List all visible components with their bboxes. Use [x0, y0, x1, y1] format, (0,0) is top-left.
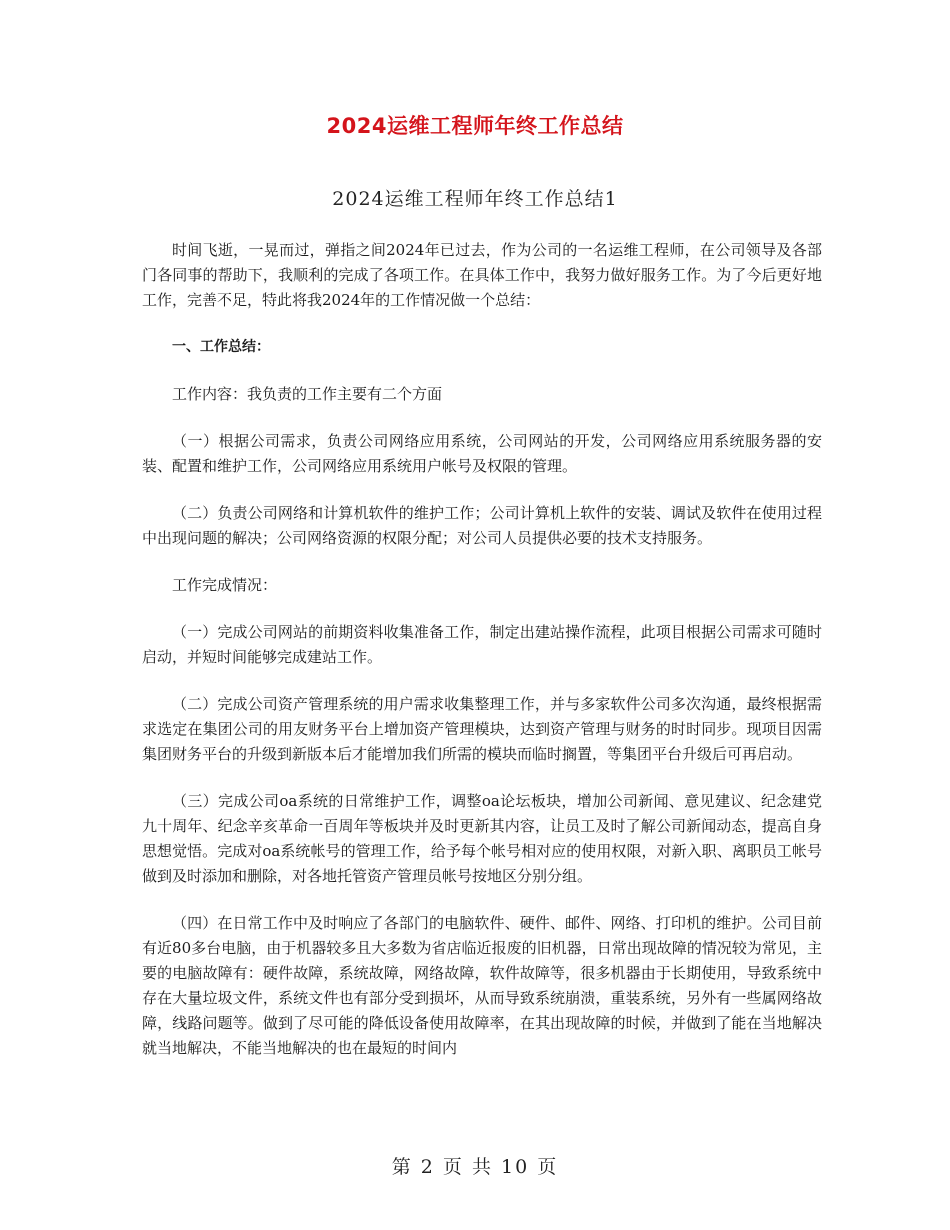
- document-title: 2024运维工程师年终工作总结: [326, 114, 624, 138]
- document-subtitle: 2024运维工程师年终工作总结1: [332, 188, 618, 210]
- paragraph-completion-1: （一）完成公司网站的前期资料收集准备工作，制定出建站操作流程，此项目根据公司需求可随时启动，并短时间能够完成建站工作。: [142, 623, 822, 666]
- paragraph-completion-label: 工作完成情况：: [172, 576, 278, 594]
- document-body: [142, 238, 822, 1083]
- paragraph-completion-4: （四）在日常工作中及时响应了各部门的电脑软件、硬件、邮件、网络、打印机的维护。公司目前有近80多台电脑，由于机器较多且大多数为省店临近报废的旧机器，日常出现故障的情况较为常见，主要的电脑故障有：硬件故障，系统故障，网络故障，软件故障等，很多机器由于长期使用，导致系统中存在大量垃圾文件，系统文件也有部分受到损坏，从而导致系统崩溃，重装系统，另外有一些属网络故障，线路问题等。做到了尽可能的降低设备使用故障率，在其出现故障的时候，并做到了能在当地解决就当地解决，不能当地解决的也在最短的时间内: [142, 914, 822, 1057]
- section-heading: 一、工作总结：: [172, 339, 270, 355]
- paragraph-item-2: （二）负责公司网络和计算机软件的维护工作；公司计算机上软件的安装、调试及软件在使用过程中出现问题的解决；公司网络资源的权限分配；对公司人员提供必要的技术支持服务。: [142, 504, 822, 547]
- page-footer: 第 2 页 共 10 页: [391, 1156, 559, 1178]
- paragraph-item-1: （一）根据公司需求，负责公司网络应用系统，公司网站的开发，公司网络应用系统服务器的安装、配置和维护工作，公司网络应用系统用户帐号及权限的管理。: [142, 432, 822, 475]
- paragraph-intro: 时间飞逝，一晃而过，弹指之间2024年已过去，作为公司的一名运维工程师，在公司领导及各部门各同事的帮助下，我顺利的完成了各项工作。在具体工作中，我努力做好服务工作。为了今后更好地工作，完善不足，特此将我2024年的工作情况做一个总结：: [142, 241, 822, 309]
- paragraph-work-content: 工作内容：我负责的工作主要有二个方面: [172, 385, 443, 403]
- paragraph-completion-3: （三）完成公司oa系统的日常维护工作，调整oa论坛板块，增加公司新闻、意见建议、纪念建党九十周年、纪念辛亥革命一百周年等板块并及时更新其内容，让员工及时了解公司新闻动态，提高自身思想觉悟。完成对oa系统帐号的管理工作，给予每个帐号相对应的使用权限，对新入职、离职员工帐号做到及时添加和删除，对各地托管资产管理员帐号按地区分别分组。: [142, 792, 822, 885]
- paragraph-completion-2: （二）完成公司资产管理系统的用户需求收集整理工作，并与多家软件公司多次沟通，最终根据需求选定在集团公司的用友财务平台上增加资产管理模块，达到资产管理与财务的时时同步。现项目因需集团财务平台的升级到新版本后才能增加我们所需的模块而临时搁置，等集团平台升级后可再启动。: [142, 695, 822, 763]
